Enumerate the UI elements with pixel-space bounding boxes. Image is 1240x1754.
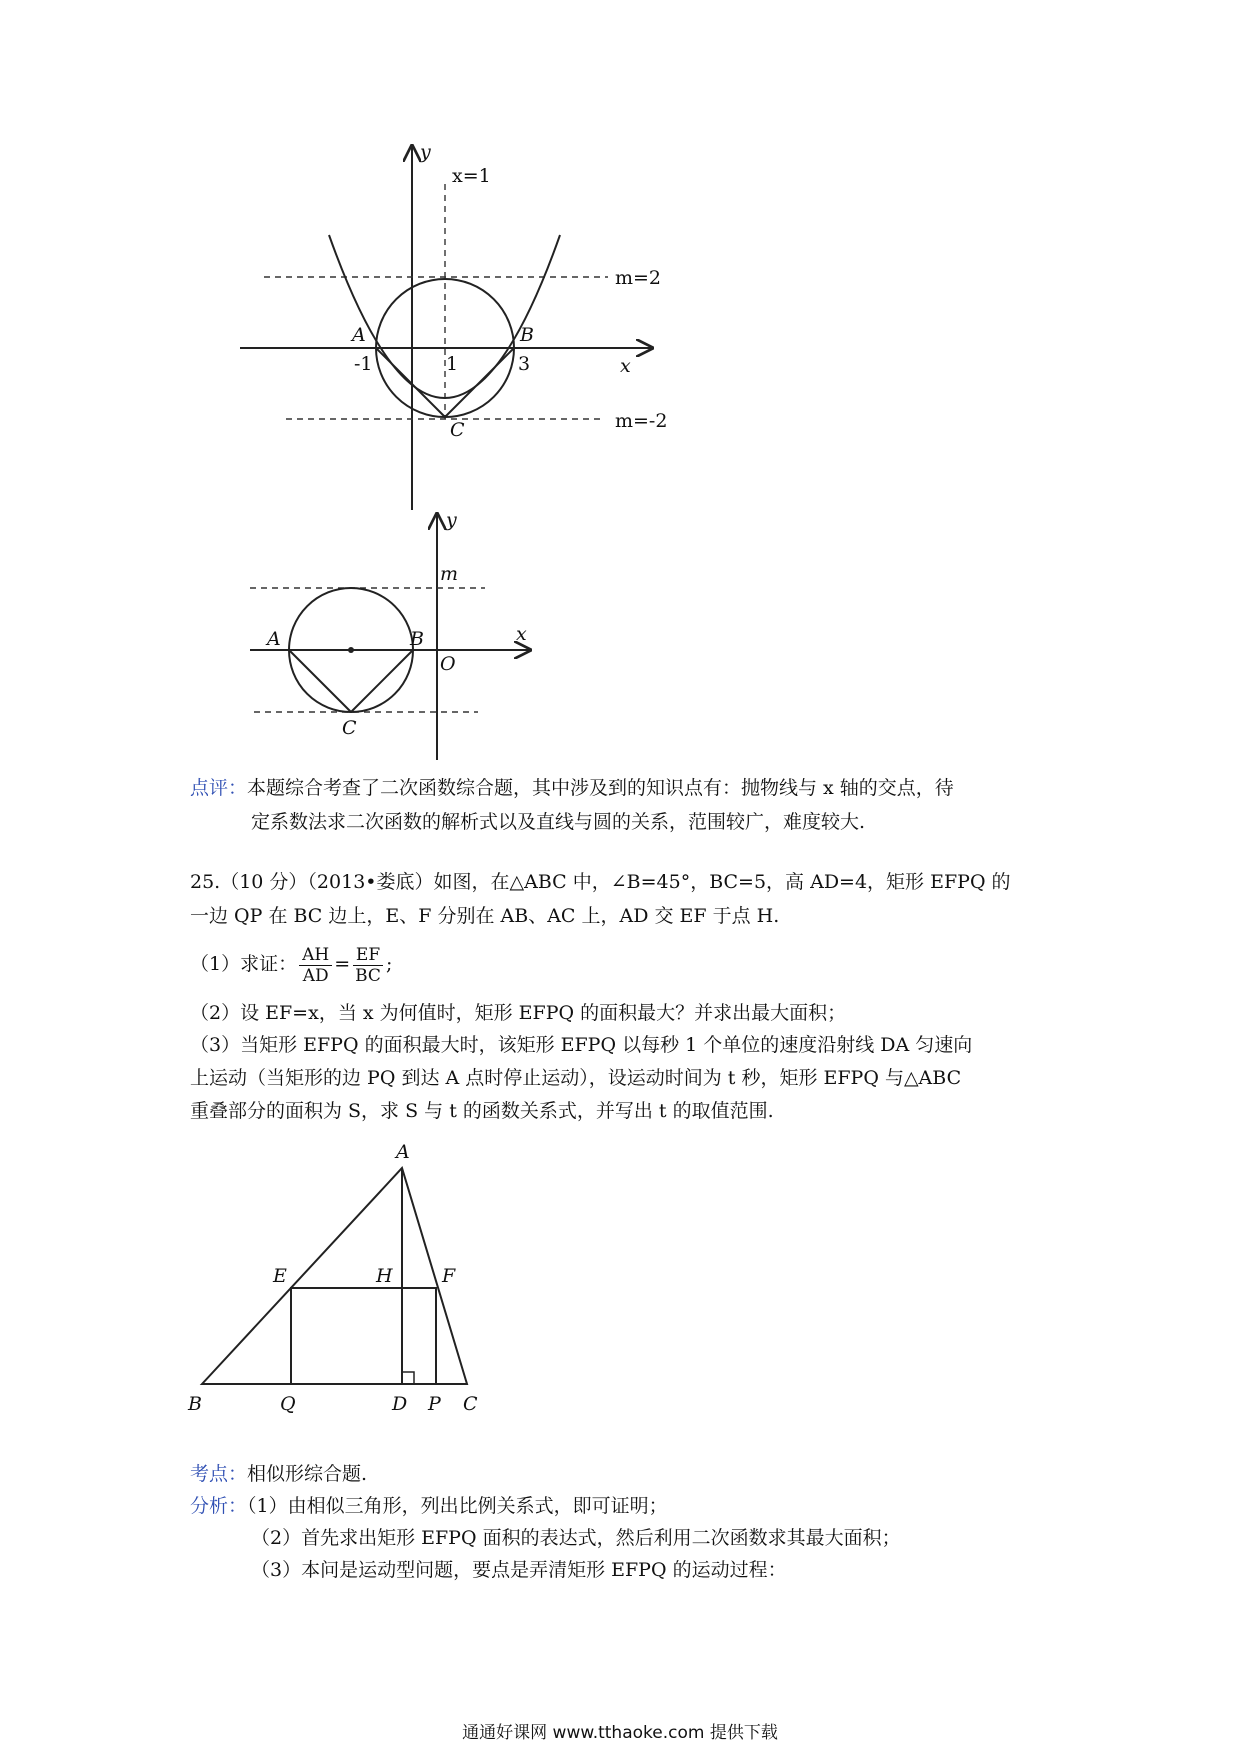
parabola-circle-figure [240, 140, 680, 515]
question-3-line-2: 上运动（当矩形的边 PQ 到达 A 点时停止运动），设运动时间为 t 秒，矩形 EFPQ 与△ABC [190, 1067, 962, 1089]
triangle-abc [202, 1168, 467, 1384]
kaodian-label: 考点： [190, 1463, 248, 1485]
vertex-c-label: C [463, 1393, 478, 1415]
question-3-line-1: （3）当矩形 EFPQ 的面积最大时，该矩形 EFPQ 以每秒 1 个单位的速度沿射线 DA 匀速向 [190, 1034, 973, 1056]
equals-sign: = [334, 953, 351, 975]
y-axis-label: y [446, 512, 457, 531]
comment-label: 点评： [190, 777, 248, 799]
rectangle-efpq [291, 1288, 436, 1384]
point-e-label: E [273, 1265, 287, 1287]
point-a-label: A [267, 628, 281, 650]
x-eq-1-label: x=1 [452, 165, 491, 187]
footer-credit: 通通好课网 www.tthaoke.com 提供下载 [462, 1723, 778, 1743]
origin-label: O [440, 653, 456, 675]
fraction-2-denominator: BC [355, 965, 381, 986]
question-1 [190, 940, 392, 988]
comment-line-1: 本题综合考查了二次函数综合题，其中涉及到的知识点有：抛物线与 x 轴的交点，待 [247, 777, 954, 799]
fraction-1-numerator: AH [299, 945, 332, 966]
point-c-label: C [342, 717, 357, 739]
point-p-label: P [428, 1393, 441, 1415]
m-label: m [440, 563, 459, 585]
question-1-prefix: （1）求证： [190, 953, 298, 975]
x-axis-label: x [620, 355, 631, 377]
problem-line-1: 25.（10 分）（2013•娄底）如图，在△ABC 中，∠B=45°，BC=5，高 AD=4，矩形 EFPQ 的 [190, 871, 1011, 893]
triangle-rectangle-figure [180, 1140, 500, 1425]
kaodian-text: 相似形综合题. [247, 1463, 368, 1485]
question-2: （2）设 EF=x，当 x 为何值时，矩形 EFPQ 的面积最大？并求出最大面积； [190, 1002, 847, 1024]
circle-axis-figure [240, 512, 540, 762]
point-a-label: A [352, 324, 366, 346]
problem-line-2: 一边 QP 在 BC 边上，E、F 分别在 AB、AC 上，AD 交 EF 于点 H. [190, 905, 780, 927]
tick-3-label: 3 [518, 353, 531, 375]
point-c-label: C [450, 419, 465, 441]
vertex-a-label: A [396, 1141, 410, 1163]
fraction-ef-bc [352, 945, 384, 986]
right-angle-mark [402, 1372, 414, 1384]
fraction-2-numerator: EF [353, 945, 383, 966]
analysis-item-1: （1）由相似三角形，列出比例关系式，即可证明； [247, 1495, 668, 1517]
fraction-ah-ad [299, 945, 332, 986]
x-axis-label: x [516, 623, 527, 645]
point-b-label: B [520, 324, 534, 346]
point-f-label: F [442, 1265, 456, 1287]
m-eq-neg2-label: m=-2 [615, 410, 668, 432]
question-3-line-3: 重叠部分的面积为 S，求 S 与 t 的函数关系式，并写出 t 的取值范围. [190, 1100, 774, 1122]
m-eq-2-label: m=2 [615, 267, 662, 289]
tick-1-label: 1 [446, 353, 459, 375]
fenxi-label: 分析： [190, 1495, 248, 1517]
analysis-item-2: （2）首先求出矩形 EFPQ 面积的表达式，然后利用二次函数求其最大面积； [251, 1527, 901, 1549]
tick-neg1-label: -1 [354, 353, 373, 375]
question-1-end: ; [385, 953, 393, 975]
y-axis-label: y [420, 141, 431, 163]
fraction-1-denominator: AD [302, 965, 329, 986]
point-b-label: B [410, 628, 424, 650]
vertex-b-label: B [188, 1393, 202, 1415]
analysis-item-3: （3）本问是运动型问题，要点是弄清矩形 EFPQ 的运动过程： [251, 1559, 787, 1581]
comment-line-2: 定系数法求二次函数的解析式以及直线与圆的关系，范围较广，难度较大. [251, 811, 866, 833]
circle-center [348, 647, 354, 653]
point-q-label: Q [280, 1393, 296, 1415]
point-d-label: D [392, 1393, 408, 1415]
point-h-label: H [376, 1265, 393, 1287]
